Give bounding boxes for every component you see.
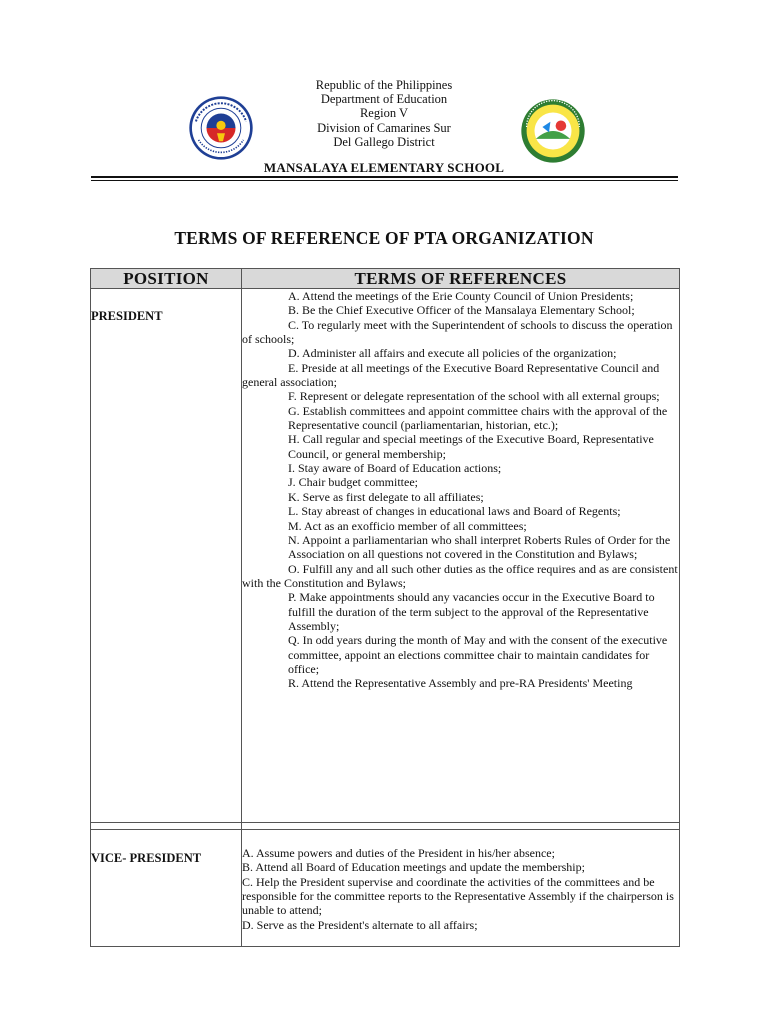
term-item: C. Help the President supervise and coordinate the activities of the committees and be responsible for the committee reports to the Representative Assembly if the chairperson is unable to attend;: [242, 874, 674, 918]
term-item: D. Administer all affairs and execute all policies of the organization;: [288, 346, 617, 361]
term-item: H. Call regular and special meetings of the Executive Board, Representative Council, or general membership;: [288, 432, 654, 461]
term-item: O. Fulfill any and all such other duties as the office requires and as are consistent with the Constitution and Bylaws;: [242, 561, 678, 590]
govt-line-division: Division of Camarines Sur: [317, 120, 451, 135]
term-item: L. Stay abreast of changes in educational laws and Board of Regents;: [288, 504, 621, 519]
term-item: B. Be the Chief Executive Officer of the Mansalaya Elementary School;: [288, 303, 635, 318]
govt-line-department: Department of Education: [320, 92, 448, 107]
table-row: [91, 289, 680, 823]
row-spacer: [91, 823, 680, 830]
division-seal-icon: [520, 98, 586, 164]
term-item: P. Make appointments should any vacancies occur in the Executive Board to fulfill the duration of the term subject to the approval of the Representative Assembly;: [288, 590, 655, 633]
table-row: [91, 830, 680, 947]
term-item: G. Establish committees and appoint committee chairs with the approval of the Representative council (parliamentarian, historian, etc.);: [288, 403, 668, 433]
column-header-position: POSITION: [91, 269, 242, 289]
term-item: M. Act as an exofficio member of all committees;: [288, 518, 527, 533]
terms-of-reference-table: [90, 268, 680, 947]
govt-line-region: Region V: [359, 106, 409, 121]
government-heading: [254, 78, 514, 149]
term-item: B. Attend all Board of Education meetings and update the membership;: [242, 860, 585, 875]
position-cell: [91, 289, 242, 823]
term-item: K. Serve as first delegate to all affiliates;: [288, 489, 484, 504]
term-item: A. Assume powers and duties of the President in his/her absence;: [242, 846, 555, 860]
school-name: MANSALAYA ELEMENTARY SCHOOL: [263, 160, 505, 175]
term-item: E. Preside at all meetings of the Executive Board Representative Council and general association;: [242, 360, 660, 390]
deped-seal-icon: [188, 95, 254, 161]
document-header: [0, 0, 768, 180]
terms-cell: [242, 830, 680, 947]
column-header-terms: TERMS OF REFERENCES: [242, 269, 680, 289]
term-item: A. Attend the meetings of the Erie County Council of Union Presidents;: [288, 289, 634, 303]
govt-line-republic: Republic of the Philippines: [315, 78, 453, 92]
header-rule: [91, 176, 678, 178]
table-header-row: [91, 269, 680, 289]
term-item: D. Serve as the President's alternate to all affairs;: [242, 917, 478, 932]
position-label: PRESIDENT: [91, 309, 163, 323]
document-title: TERMS OF REFERENCE OF PTA ORGANIZATION: [174, 228, 594, 248]
header-rule-thin: [91, 180, 678, 181]
term-item: Q. In odd years during the month of May and with the consent of the executive committee, appoint an elections committee chair to maintain candidates for office;: [288, 633, 668, 676]
term-item: I. Stay aware of Board of Education actions;: [288, 461, 502, 476]
term-item: C. To regularly meet with the Superintendent of schools to discuss the operation of schools;: [242, 317, 673, 347]
term-item: J. Chair budget committee;: [288, 475, 418, 490]
position-label: VICE- PRESIDENT: [91, 851, 202, 865]
term-item: R. Attend the Representative Assembly and pre-RA Presidents' Meeting: [288, 676, 633, 691]
position-cell: [91, 830, 242, 947]
term-item: N. Appoint a parliamentarian who shall interpret Roberts Rules of Order for the Association on all questions not covered in the Constitution and Bylaws;: [288, 532, 671, 562]
terms-cell: [242, 289, 680, 823]
term-item: F. Represent or delegate representation of the school with all external groups;: [288, 389, 660, 404]
govt-line-district: Del Gallego District: [333, 134, 435, 149]
